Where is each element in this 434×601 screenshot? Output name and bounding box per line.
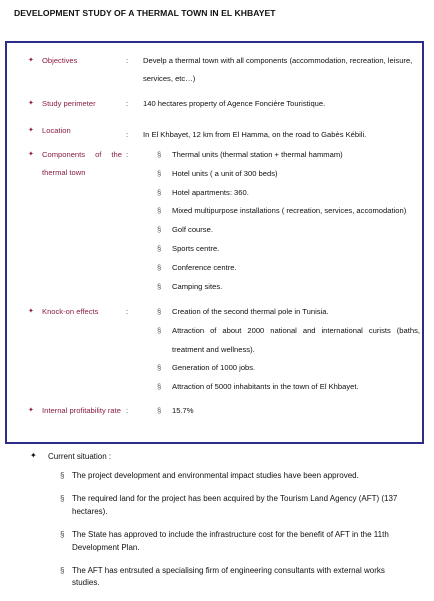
section-bullet-icon: § [157, 150, 162, 159]
list-item: § The State has approved to include the infrastructure cost for the benefit of AFT in the 11th Development Plan. [60, 530, 389, 552]
arrow-bullet-icon: ✦ [28, 151, 34, 158]
colon: : [126, 130, 129, 139]
colon: : [126, 99, 129, 108]
arrow-bullet-icon: ✦ [30, 451, 37, 460]
arrow-bullet-icon: ✦ [28, 57, 34, 64]
section-bullet-icon: § [157, 382, 162, 392]
list-item: § Generation of 1000 jobs. [143, 359, 420, 378]
row-label: Components of the thermal town [42, 150, 122, 177]
list-item: § Attraction of about 2000 national and international curists (baths, treatment and wellness). [143, 322, 420, 360]
current-situation-heading: Current situation : [48, 452, 112, 461]
section-bullet-icon: § [157, 307, 162, 316]
section-bullet-icon: § [157, 281, 162, 291]
section-bullet-icon: § [60, 471, 65, 480]
list-item: § Sports centre. [143, 240, 420, 259]
list-item: § Creation of the second thermal pole in Tunisia. [143, 303, 420, 322]
section-bullet-icon: § [157, 168, 162, 178]
row-label: Objectives [42, 56, 78, 65]
arrow-bullet-icon: ✦ [28, 127, 34, 134]
list-item: § Camping sites. [143, 278, 420, 297]
document-title: DEVELOPMENT STUDY OF A THERMAL TOWN IN EL KHBAYET [14, 8, 276, 18]
section-bullet-icon: § [60, 530, 65, 540]
list-item: § Golf course. [143, 221, 420, 240]
section-bullet-icon: § [157, 262, 162, 272]
arrow-bullet-icon: ✦ [28, 308, 34, 315]
knock-on-list [143, 303, 420, 397]
list-item: § The project development and environmental impact studies have been approved. [60, 470, 400, 482]
list-item: § Thermal units (thermal station + thermal hammam) [143, 146, 420, 165]
arrow-bullet-icon: ✦ [28, 407, 34, 414]
section-bullet-icon: § [157, 206, 162, 216]
current-situation-list [60, 470, 400, 601]
colon: : [126, 307, 129, 316]
profitability-list [143, 402, 420, 421]
row-label: Study perimeter [42, 99, 96, 108]
list-item: § The required land for the project has been acquired by the Tourism Land Agency (AFT) (137 hectares). [60, 494, 398, 516]
colon: : [126, 56, 129, 65]
row-value: Develp a thermal town with all components (accommodation, recreation, leisure, services, etc…) [143, 56, 413, 83]
row-label: Internal profitability rate [42, 406, 121, 415]
section-bullet-icon: § [60, 566, 65, 576]
arrow-bullet-icon: ✦ [28, 100, 34, 107]
frame-top-dashes [5, 41, 424, 43]
list-item: § Mixed multipurpose installations ( recreation, services, accomodation) [143, 202, 420, 221]
colon: : [126, 150, 129, 159]
row-label: Knock-on effects [42, 307, 99, 316]
row-value: In El Khbayet, 12 km from El Hamma, on the road to Gabès Kébili. [143, 130, 367, 139]
row-value: 140 hectares property of Agence Foncière Touristique. [143, 99, 326, 108]
list-item: § Conference centre. [143, 259, 420, 278]
colon: : [126, 406, 129, 415]
section-bullet-icon: § [157, 225, 162, 235]
list-item: § Hotel units ( a unit of 300 beds) [143, 165, 420, 184]
section-bullet-icon: § [157, 243, 162, 253]
section-bullet-icon: § [157, 325, 162, 335]
section-bullet-icon: § [157, 187, 162, 197]
list-item: § Attraction of 5000 inhabitants in the town of El Khbayet. [143, 378, 420, 397]
list-item: § Hotel apartments: 360. [143, 184, 420, 203]
list-item: § 15.7% [143, 402, 420, 421]
section-bullet-icon: § [157, 406, 162, 415]
section-bullet-icon: § [60, 494, 65, 504]
row-label: Location [42, 126, 71, 135]
section-bullet-icon: § [157, 363, 162, 373]
components-list [143, 146, 420, 296]
list-item: § The AFT has entrsuted a specialising firm of engineering consultants with external works studies. [60, 566, 385, 588]
